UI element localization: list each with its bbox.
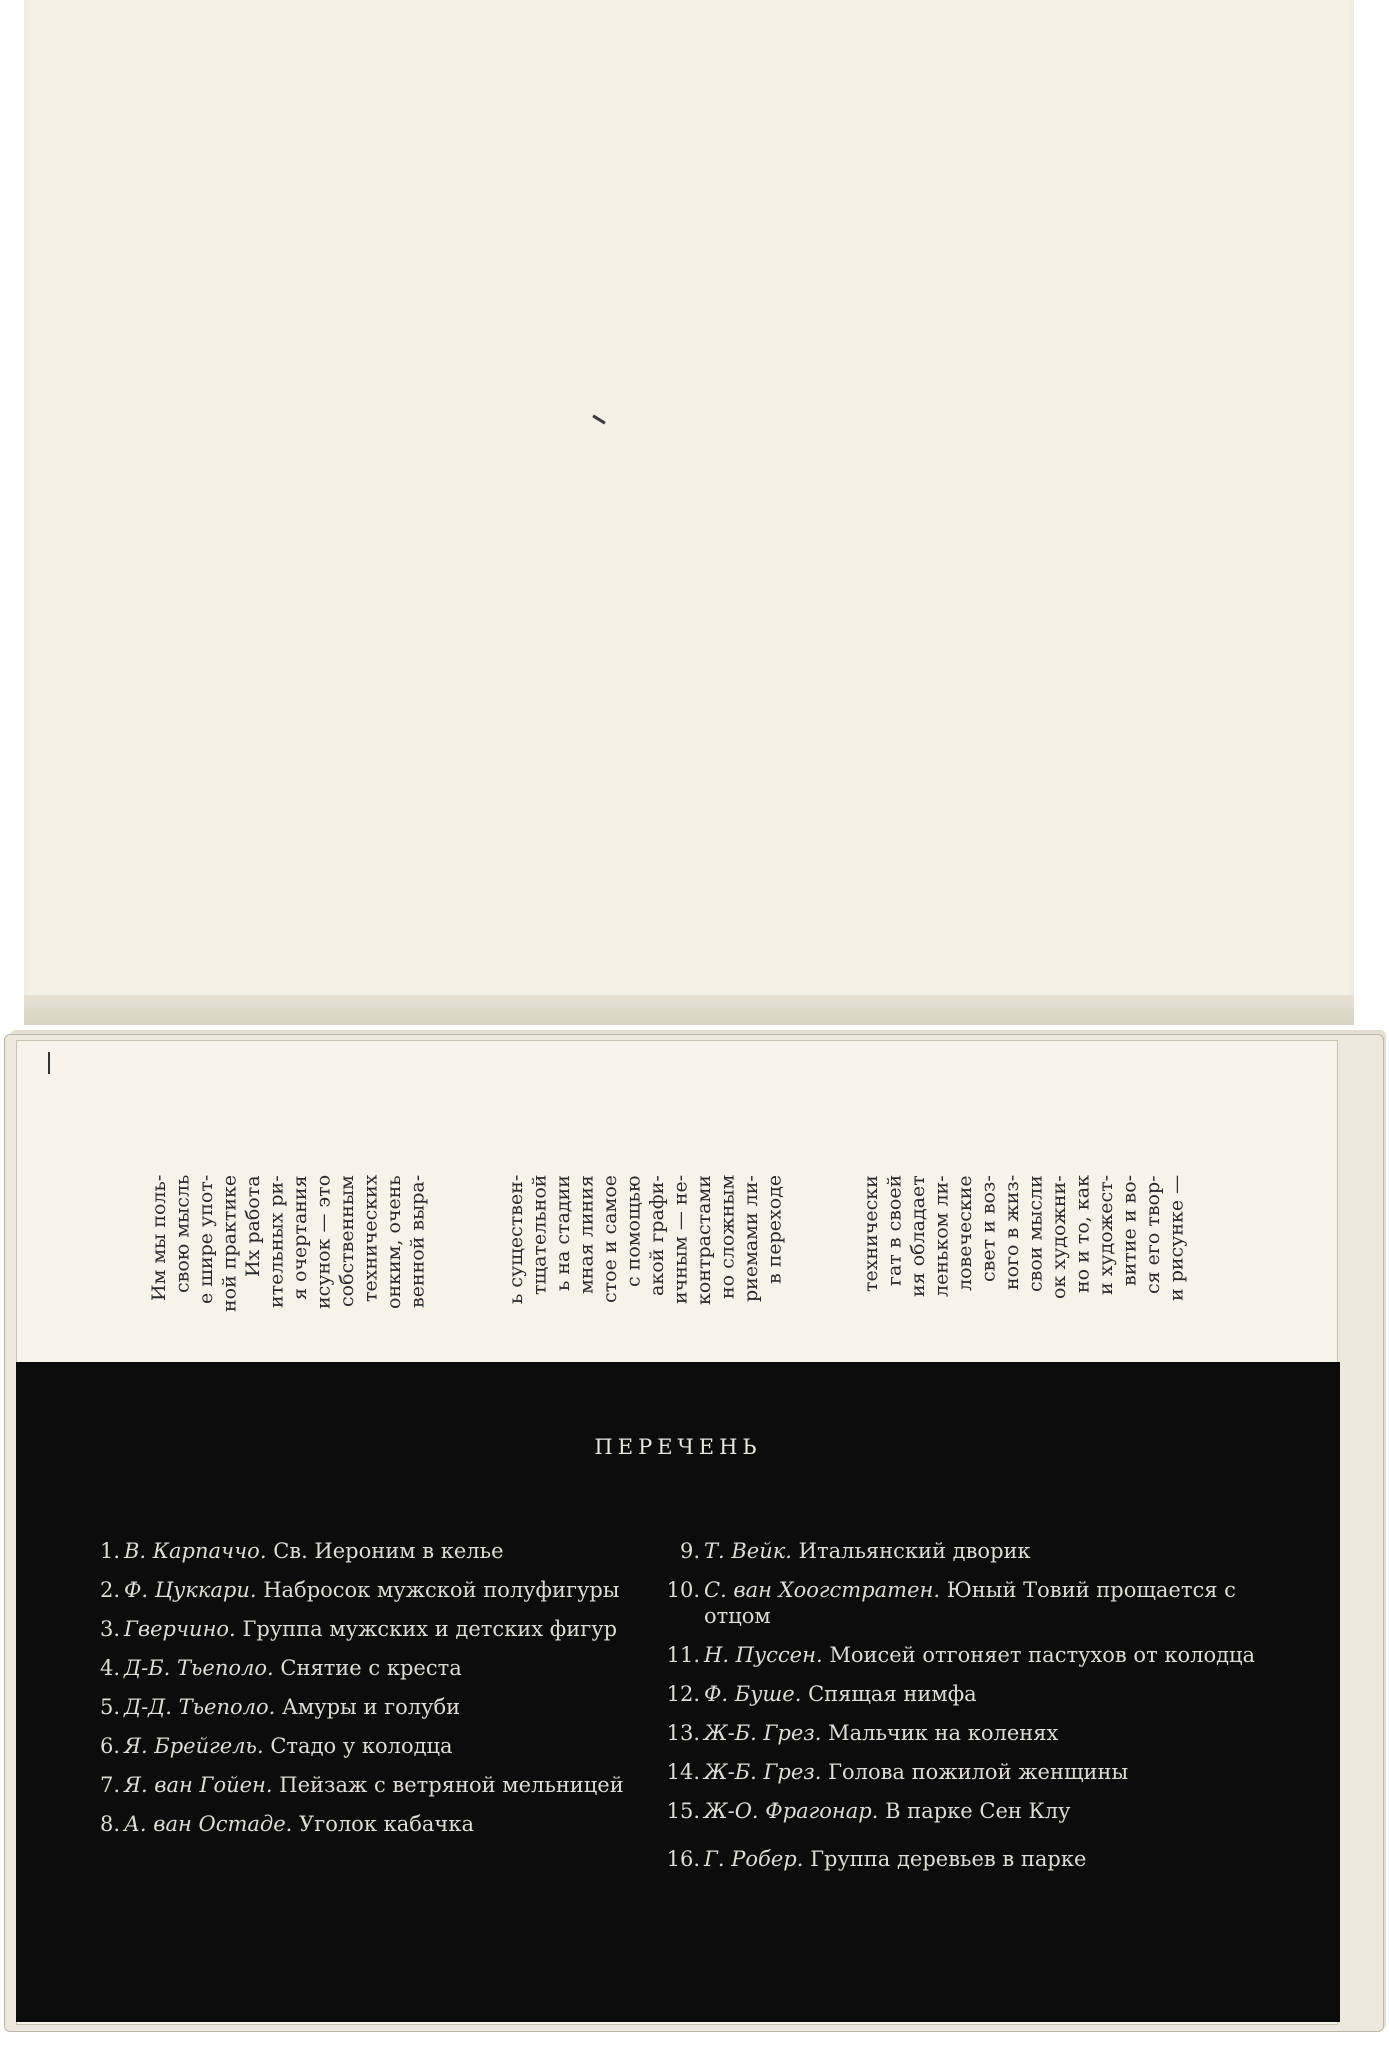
- contents-panel: [16, 1362, 1340, 2022]
- item-title: Юный Товий прощается с отцом: [704, 1578, 1236, 1628]
- item-artist: А. ван Остаде.: [124, 1812, 293, 1836]
- item-number: 3.: [99, 1617, 120, 1641]
- item-number: 9.: [679, 1539, 700, 1563]
- item-title: Группа деревьев в парке: [810, 1847, 1087, 1871]
- item-artist: Я. ван Гойен.: [124, 1773, 273, 1797]
- item-title: Амуры и голуби: [282, 1695, 461, 1719]
- item-title: Группа мужских и детских фигур: [242, 1617, 618, 1641]
- item-title: Моисей отгоняет пастухов от колодца: [829, 1643, 1256, 1667]
- item-title: Итальянский дворик: [798, 1539, 1031, 1563]
- list-item: [86, 1811, 646, 1837]
- text-column-3: технически гат в своей ия обладает леньком ли- ловеческие свет и воз- ного в жиз- свои мысли ок художни- но и то, как и художест- витие и во- ся его твор- и рисунке —: [860, 1175, 1188, 1302]
- list-item: [86, 1616, 646, 1642]
- list-item: [666, 1538, 1286, 1564]
- upper-page: [24, 0, 1354, 1010]
- item-number: 15.: [666, 1799, 700, 1823]
- item-number: 4.: [99, 1656, 120, 1680]
- list-item: [86, 1538, 646, 1564]
- list-left: [86, 1538, 646, 1850]
- item-artist: Ж-Б. Грез.: [704, 1760, 822, 1784]
- item-title: Голова пожилой женщины: [828, 1760, 1129, 1784]
- item-number: 2.: [99, 1578, 120, 1602]
- item-number: 10.: [666, 1578, 700, 1602]
- list-item: [666, 1577, 1286, 1629]
- list-item: [86, 1733, 646, 1759]
- item-artist: Гверчино.: [124, 1617, 236, 1641]
- item-title: Св. Иероним в келье: [273, 1539, 504, 1563]
- list-item: [86, 1577, 646, 1603]
- item-artist: Ф. Цуккари.: [124, 1578, 257, 1602]
- item-artist: Ж-О. Фрагонар.: [704, 1799, 879, 1823]
- list-item: [666, 1681, 1286, 1707]
- item-artist: Я. Брейгель.: [124, 1734, 264, 1758]
- item-artist: Д-Б. Тьеполо.: [124, 1656, 274, 1680]
- text-column-2: ь существен- тщательной ь на стадии мная линия стое и самое с помощью акой графи- ичным — не- контрастами но сложным риемами ли- в переходе: [505, 1175, 786, 1305]
- list-item: [666, 1759, 1286, 1785]
- item-title: Набросок мужской полуфигуры: [263, 1578, 620, 1602]
- list-item: [666, 1720, 1286, 1746]
- margin-mark: [48, 1052, 50, 1074]
- item-number: 6.: [99, 1734, 120, 1758]
- item-number: 1.: [99, 1539, 120, 1563]
- item-title: В парке Сен Клу: [885, 1799, 1071, 1823]
- item-artist: Д-Д. Тьеполо.: [124, 1695, 276, 1719]
- item-artist: Ж-Б. Грез.: [704, 1721, 822, 1745]
- item-artist: В. Карпаччо.: [124, 1539, 267, 1563]
- item-title: Уголок кабачка: [299, 1812, 474, 1836]
- list-item: [86, 1655, 646, 1681]
- item-number: 7.: [99, 1773, 120, 1797]
- list-item: [666, 1846, 1286, 1872]
- list-right: [666, 1538, 1286, 1885]
- item-title: Снятие с креста: [280, 1656, 462, 1680]
- list-item: [86, 1694, 646, 1720]
- item-title: Спящая нимфа: [808, 1682, 977, 1706]
- list-title: ПЕРЕЧЕНЬ: [594, 1435, 762, 1459]
- item-number: 12.: [666, 1682, 700, 1706]
- item-artist: Т. Вейк.: [704, 1539, 792, 1563]
- page-fold: [24, 995, 1354, 1025]
- list-item: [666, 1798, 1286, 1824]
- item-number: 11.: [666, 1643, 700, 1667]
- item-number: 5.: [99, 1695, 120, 1719]
- list-item: [86, 1772, 646, 1798]
- item-artist: Г. Робер.: [704, 1847, 804, 1871]
- item-title: Пейзаж с ветряной мельницей: [279, 1773, 624, 1797]
- list-item: [666, 1642, 1286, 1668]
- text-column-1: Им мы поль- свою мысль е шире упот- ной практике Их работа ительных ри- я очертания исунок — это собственным технических онким, очень венной выра-: [148, 1175, 429, 1313]
- item-number: 14.: [666, 1760, 700, 1784]
- item-artist: С. ван Хоогстратен.: [704, 1578, 941, 1602]
- item-title: Мальчик на коленях: [828, 1721, 1059, 1745]
- item-number: 16.: [666, 1847, 700, 1871]
- item-title: Стадо у колодца: [270, 1734, 453, 1758]
- item-artist: Ф. Буше.: [704, 1682, 802, 1706]
- item-artist: Н. Пуссен.: [704, 1643, 823, 1667]
- item-number: 8.: [99, 1812, 120, 1836]
- item-number: 13.: [666, 1721, 700, 1745]
